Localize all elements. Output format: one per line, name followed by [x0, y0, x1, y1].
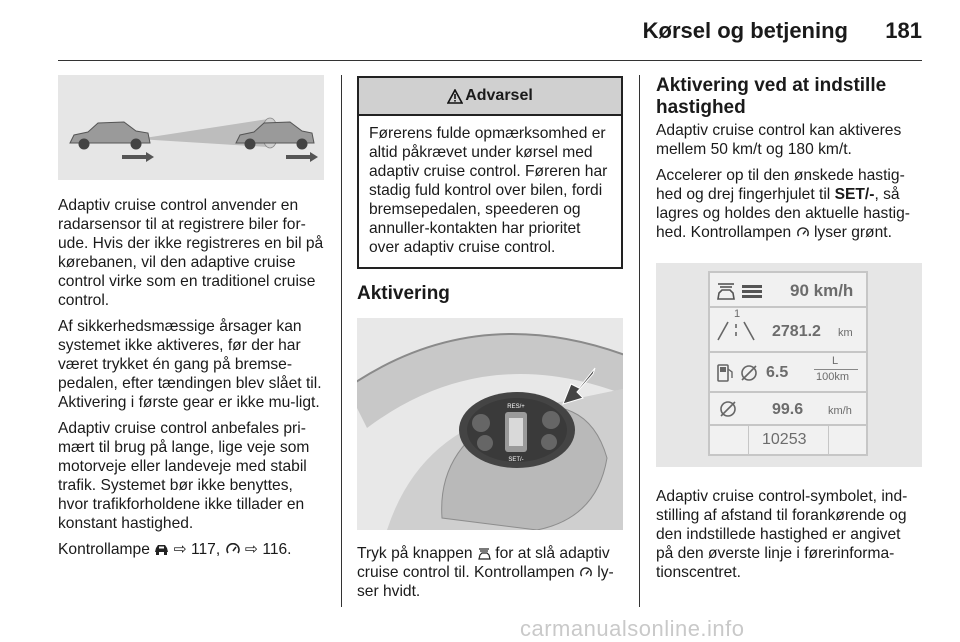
- consumption-unit-top: L: [832, 355, 839, 367]
- section-title-aktivering: Aktivering: [357, 283, 450, 304]
- radar-car-diagram: [58, 75, 324, 180]
- set-label: SET/-: [508, 457, 524, 463]
- display-row-average-speed: [710, 393, 866, 426]
- column-3: [656, 75, 922, 589]
- trip-index: 1: [734, 308, 741, 320]
- paragraph-activation: [357, 544, 623, 601]
- column-2: [357, 75, 623, 608]
- steering-wheel-illustration: [357, 318, 623, 530]
- page-ref-116: 116.: [262, 541, 292, 558]
- paragraph-display-description: Adaptiv cruise control-symbolet, ind-stilling af afstand til forankørende og den indstillede hastighed er angivet på den øverste linje i førerinforma-tionscentret.: [656, 488, 908, 581]
- cruise-control-icon: [579, 567, 593, 579]
- page-ref-arrow-icon: ⇨: [173, 541, 187, 558]
- page-header: [0, 0, 960, 60]
- column-divider-2: [639, 75, 640, 607]
- road-icon: [716, 320, 756, 342]
- fuel-consumption: 6.5: [766, 364, 789, 381]
- warning-header: [359, 78, 621, 116]
- rear-car-icon: [70, 122, 150, 150]
- paragraph-recommendation: Adaptiv cruise control anbefales pri-mært til brug på lange, lige veje som motorveje eller landeveje med stabil trafik. Systemet bør ikke benyttes, hvor trafikforholdene ikke tillader en konstant hastighed.: [58, 420, 310, 532]
- activation-text-b: for at slå adaptiv cruise control til. Kontrollampen: [357, 545, 610, 581]
- driver-info-display: [708, 271, 868, 456]
- kontrollampe-label: Kontrollampe: [58, 541, 150, 558]
- page-number: 181: [885, 18, 922, 43]
- set-speed-text-a: Accelerer op til den ønskede hastig-hed og drej fingerhjulet til: [656, 167, 905, 203]
- chapter-title: Kørsel og betjening: [642, 18, 848, 43]
- acc-status-icons: [716, 281, 766, 301]
- section-title-set-speed: Aktivering ved at indstille hastighed: [656, 75, 887, 118]
- warning-title: Advarsel: [465, 87, 533, 104]
- activation-text-a: Tryk på knappen: [357, 545, 473, 562]
- trip-distance: 2781.2: [772, 323, 821, 340]
- acc-button: [542, 411, 560, 429]
- average-speed: 99.6: [772, 401, 804, 418]
- display-row-trip: [710, 308, 866, 353]
- car-icon: [154, 543, 169, 556]
- cruise-control-icon: [796, 227, 810, 239]
- steering-wheel-diagram: [357, 318, 623, 530]
- header-divider: [58, 60, 922, 61]
- display-row-consumption: [710, 353, 866, 393]
- average-icon: [718, 399, 738, 419]
- set-speed-text-b: , så lagres og holdes den aktuelle hastig-hed. Kontrollampen: [656, 186, 910, 241]
- column-1: [58, 75, 324, 566]
- activation-text-c: ly-ser hvidt.: [357, 564, 614, 600]
- driver-info-display-illustration: [656, 263, 922, 467]
- limiter-button: [541, 434, 557, 450]
- warning-text: Førerens fulde opmærksomhed er altid påkrævet under kørsel med adaptiv cruise control. Føreren har stadig fuld kontrol over bilen, fordi bremsepedalen, speederen og annuller-kontakten har prioritet over adaptiv cruise control.: [369, 125, 608, 256]
- column-divider-1: [341, 75, 342, 607]
- radar-illustration: [58, 75, 324, 180]
- cancel-button: [477, 435, 493, 451]
- direction-arrow-icon: [286, 152, 318, 162]
- display-row-speed: [710, 273, 866, 308]
- set-minus-label: SET/-: [834, 186, 875, 203]
- watermark: carmanualsonline.info: [520, 616, 745, 641]
- trip-distance-unit: km: [838, 327, 853, 339]
- set-speed-text-c: lyser grønt.: [813, 224, 892, 241]
- paragraph-set-speed: [656, 166, 922, 242]
- distance-button: [472, 414, 490, 432]
- paragraph-intro: Adaptiv cruise control anvender en radarsensor til at registrere biler for-ude. Hvis der ikke registreres en bil på kørebanen, vil den adaptive cruise control virke som en traditionel cruise control.: [58, 197, 324, 309]
- paragraph-kontrollampe: [58, 540, 324, 559]
- direction-arrow-icon: [122, 152, 154, 162]
- cruise-control-icon: [225, 543, 241, 556]
- consumption-unit-bottom: 100km: [816, 371, 850, 383]
- paragraph-safety: Af sikkerhedsmæssige årsager kan systemet ikke aktiveres, før der har været trykket én gang på bremse-pedalen, efter tændingen blev slået til. Aktivering i første gear er ikke mu-ligt.: [58, 318, 322, 411]
- warning-box: [357, 76, 623, 269]
- page-ref-arrow-icon: ⇨: [244, 541, 258, 558]
- paragraph-speed-range: Adaptiv cruise control kan aktiveres mellem 50 km/t og 180 km/t.: [656, 122, 902, 158]
- warning-triangle-icon: [447, 89, 463, 104]
- average-speed-unit: km/h: [828, 405, 852, 417]
- res-label: RES/+: [507, 404, 525, 410]
- total-odometer: 10253: [762, 431, 807, 448]
- fuel-pump-icon: [716, 363, 760, 383]
- page-ref-117: 117,: [191, 541, 221, 558]
- acc-car-icon: [477, 547, 491, 560]
- set-speed-value: 90 km/h: [790, 281, 854, 300]
